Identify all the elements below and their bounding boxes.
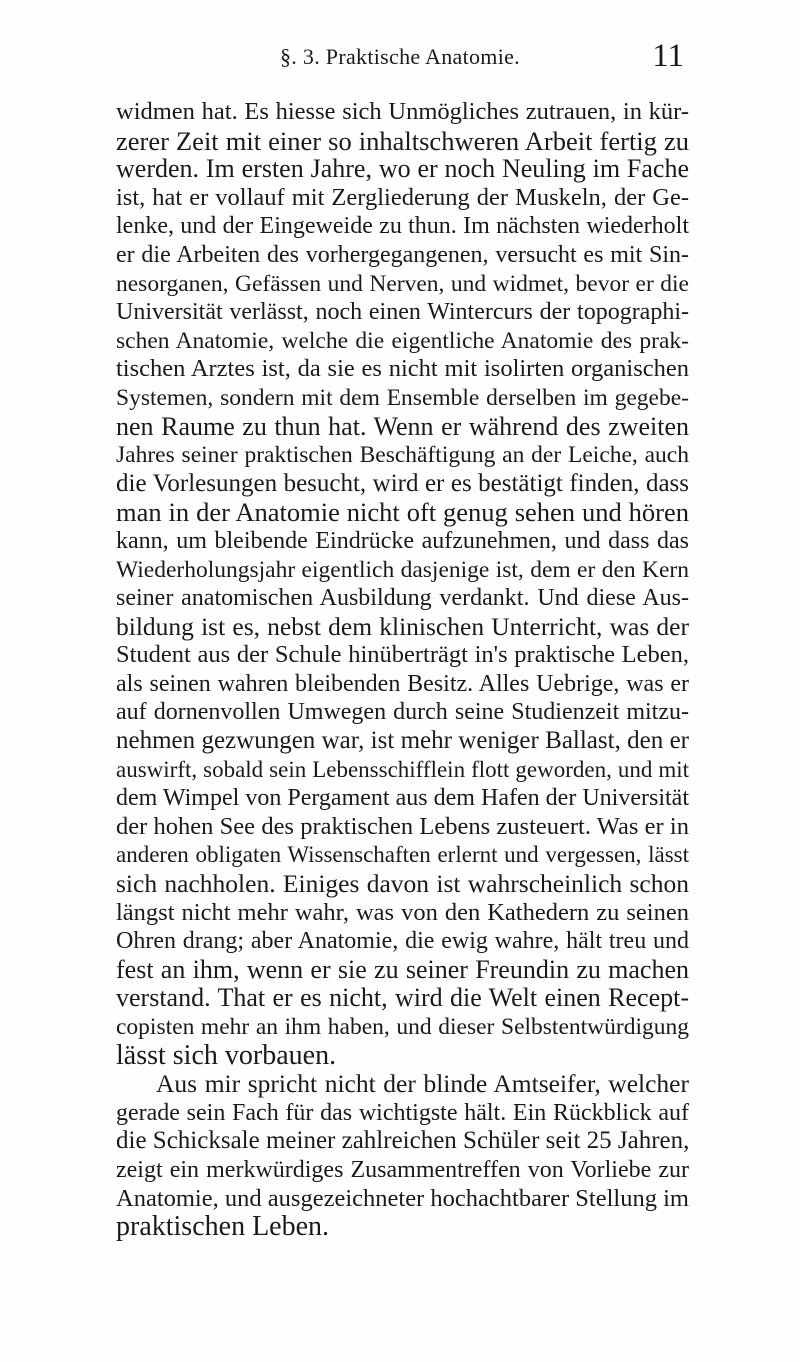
text-line: als seinen wahren bleibenden Besitz. Alles Uebrige, was er (116, 670, 689, 697)
text-line: längst nicht mehr wahr, was von den Kathedern zu seinen (116, 898, 689, 926)
text-line: sich nachholen. Einiges davon ist wahrscheinlich schon (116, 869, 689, 899)
text-line: die Schicksale meiner zahlreichen Schüler seit 25 Jahren, (116, 1127, 690, 1155)
running-title: §. 3. Praktische Anatomie. (280, 44, 520, 69)
text-line: die Vorlesungen besucht, wird er es bestätigt finden, dass (116, 469, 689, 497)
paragraph-last-line: praktischen Leben. (116, 1211, 330, 1243)
running-head (0, 38, 800, 84)
text-line: gerade sein Fach für das wichtigste hält. Ein Rückblick auf (116, 1099, 689, 1126)
text-line: zeigt ein merkwürdiges Zusammentreffen von Vorliebe zur (116, 1156, 689, 1183)
text-line: werden. Im ersten Jahre, wo er noch Neuling im Fache (116, 154, 689, 184)
text-line: auswirft, sobald sein Lebensschifflein flott geworden, und mit (116, 756, 689, 782)
text-line: schen Anatomie, welche die eigentliche Anatomie des prak- (116, 327, 689, 354)
text-line: nesorganen, Gefässen und Nerven, und widmet, bevor er die (116, 270, 689, 297)
text-line: widmen hat. Es hiesse sich Unmögliches zutrauen, in kür- (116, 98, 689, 125)
body-text (116, 98, 689, 1242)
text-line: copisten mehr an ihm haben, und dieser Selbstentwürdigung (116, 1014, 689, 1040)
text-line: zerer Zeit mit einer so inhaltschweren Arbeit fertig zu (116, 125, 689, 156)
text-line: nen Raume zu thun hat. Wenn er während des zweiten (116, 411, 689, 441)
text-line: tischen Arztes ist, da sie es nicht mit isolirten organischen (116, 355, 689, 383)
text-line: kann, um bleibende Eindrücke aufzunehmen, und dass das (116, 527, 689, 554)
text-line: seiner anatomischen Ausbildung verdankt. Und diese Aus- (116, 585, 689, 612)
text-line: Wiederholungsjahr eigentlich dasjenige ist, dem er den Kern (116, 556, 689, 583)
text-line: fest an ihm, wenn er sie zu seiner Freundin zu machen (116, 954, 689, 984)
text-line: er die Arbeiten des vorhergegangenen, versucht es mit Sin- (116, 241, 689, 268)
text-line: man in der Anatomie nicht oft genug sehen und hören (116, 497, 689, 528)
text-line: nehmen gezwungen war, ist mehr weniger Ballast, den er (116, 727, 689, 755)
text-line: bildung ist es, nebst dem klinischen Unterricht, was der (116, 611, 689, 641)
text-line: anderen obligaten Wissenschaften erlernt und vergessen, lässt (116, 842, 689, 868)
text-line: der hohen See des praktischen Lebens zusteuert. Was er in (116, 812, 689, 840)
text-line: lenke, und der Eingeweide zu thun. Im nächsten wiederholt (116, 213, 689, 240)
text-line: Systemen, sondern mit dem Ensemble derselben im gegebe- (116, 384, 689, 411)
page-number: 11 (652, 38, 684, 74)
text-line: ist, hat er vollauf mit Zergliederung der Muskeln, der Ge- (116, 183, 689, 211)
text-line: Student aus der Schule hinüberträgt in's praktische Leben, (116, 641, 689, 669)
text-line: Ohren drang; aber Anatomie, die ewig wahre, hält treu und (116, 928, 689, 955)
paragraph-first-line: Aus mir spricht nicht der blinde Amtseifer, welcher (156, 1069, 689, 1099)
text-line: auf dornenvollen Umwegen durch seine Studienzeit mitzu- (116, 699, 689, 726)
text-line: Jahres seiner praktischen Beschäftigung an der Leiche, auch (116, 442, 689, 469)
text-line: verstand. That er es nicht, wird die Welt einen Recept- (116, 983, 689, 1013)
text-line: Universität verlässt, noch einen Wintercurs der topographi- (116, 299, 689, 326)
text-line: dem Wimpel von Pergament aus dem Hafen der Universität (116, 785, 689, 812)
paragraph-last-line: lässt sich vorbauen. (116, 1039, 337, 1071)
text-line: Anatomie, und ausgezeichneter hochachtbarer Stellung im (116, 1184, 689, 1212)
